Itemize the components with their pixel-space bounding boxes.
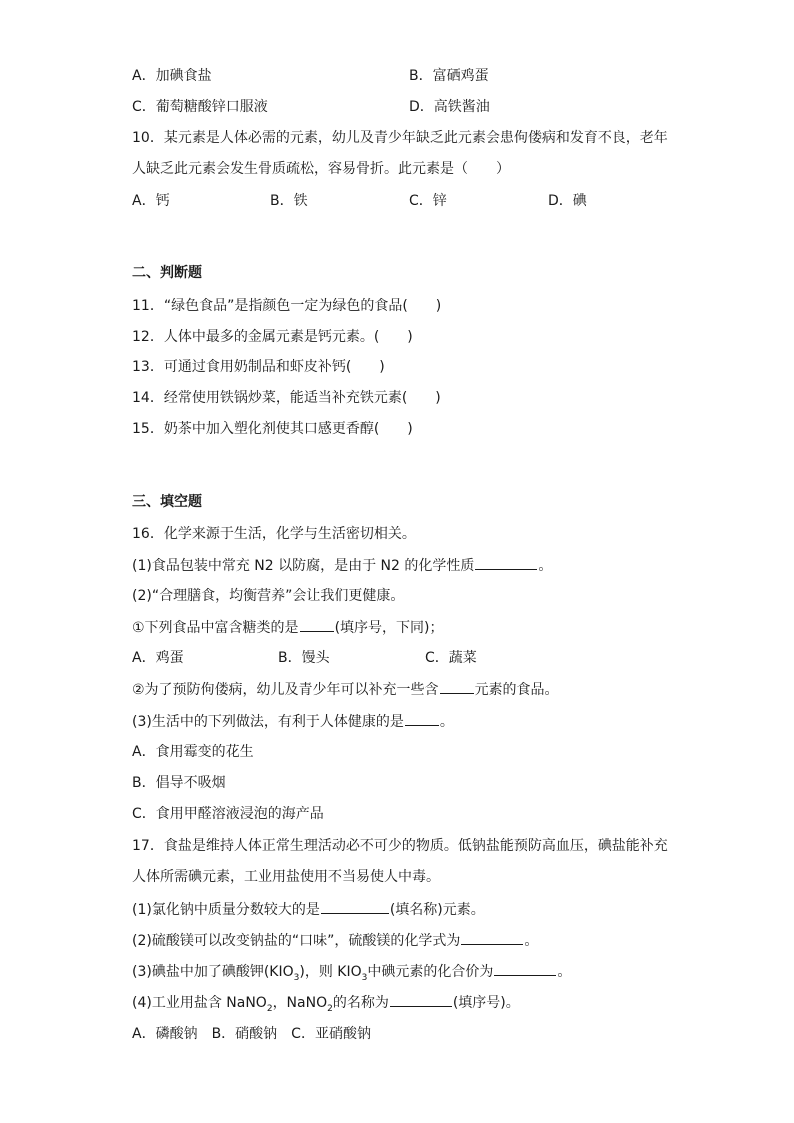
q16-part3-text: (3)生活中的下列做法，有利于人体健康的是 bbox=[132, 714, 404, 730]
q17-part1 bbox=[132, 899, 485, 920]
q16-part2: (2)“合理膳食，均衡营养”会让我们更健康。 bbox=[132, 588, 405, 604]
q17-stem-line1: 17．食盐是维持人体正常生理活动必不可少的物质。低钠盐能预防高血压，碘盐能补充 bbox=[132, 838, 668, 854]
q17-part2-end: 。 bbox=[524, 933, 539, 949]
answer-blank[interactable] bbox=[321, 899, 389, 914]
q17-part4 bbox=[132, 992, 520, 1013]
q10-option-d: D．碘 bbox=[548, 193, 587, 209]
q16-part3-option-a: A．食用霉变的花生 bbox=[132, 744, 254, 760]
answer-blank[interactable] bbox=[405, 711, 439, 726]
q17-part3-end: 。 bbox=[557, 964, 572, 980]
q17-part2 bbox=[132, 930, 538, 951]
q9-option-a: A．加碘食盐 bbox=[132, 68, 212, 84]
q16-sub1-text: ①下列食品中富含糖类的是 bbox=[132, 620, 299, 636]
q16-part3-option-c: C．食用甲醛溶液浸泡的海产品 bbox=[132, 806, 324, 822]
q16-part1-text: (1)食品包装中常充 N2 以防腐，是由于 N2 的化学性质 bbox=[132, 558, 475, 574]
q16-part3-option-b: B．倡导不吸烟 bbox=[132, 775, 226, 791]
judge-item-12: 12．人体中最多的金属元素是钙元素。( ) bbox=[132, 329, 413, 345]
q16-sub2-tail: 元素的食品。 bbox=[474, 682, 559, 698]
q17-part4-tail: (填序号)。 bbox=[452, 995, 520, 1011]
answer-blank[interactable] bbox=[494, 961, 556, 976]
q16-sub2 bbox=[132, 679, 559, 700]
q17-stem-line2: 人体所需碘元素，工业用盐使用不当易使人中毒。 bbox=[132, 869, 440, 885]
judge-item-15: 15．奶茶中加入塑化剂使其口感更香醇( ) bbox=[132, 421, 413, 437]
subscript: 2 bbox=[327, 1003, 333, 1014]
q17-part4-text-b: ，NaNO bbox=[272, 995, 328, 1011]
q9-option-b: B．富硒鸡蛋 bbox=[409, 68, 489, 84]
q17-part4-text-c: 的名称为 bbox=[332, 995, 389, 1011]
judge-item-14: 14．经常使用铁锅炒菜，能适当补充铁元素( ) bbox=[132, 390, 441, 406]
q10-option-b: B．铁 bbox=[270, 193, 308, 209]
subscript: 3 bbox=[293, 972, 300, 983]
q16-sub1-option-b: B．馒头 bbox=[278, 650, 330, 666]
section-title-fill-blank: 三、填空题 bbox=[132, 494, 202, 510]
q17-part1-tail: (填名称)元素。 bbox=[389, 902, 485, 918]
subscript: 3 bbox=[361, 972, 368, 983]
q17-part3-text-a: (3)碘盐中加了碘酸钾(KIO bbox=[132, 964, 294, 980]
q16-sub1-tail: (填序号，下同)； bbox=[334, 620, 444, 636]
q16-part1-end: 。 bbox=[538, 558, 553, 574]
q17-part3-text-c: 中碘元素的化合价为 bbox=[367, 964, 494, 980]
q16-sub1-option-c: C．蔬菜 bbox=[425, 650, 477, 666]
judge-item-11: 11．“绿色食品”是指颜色一定为绿色的食品( ) bbox=[132, 298, 442, 314]
section-title-judgement: 二、判断题 bbox=[132, 265, 202, 281]
answer-blank[interactable] bbox=[300, 617, 334, 632]
answer-blank[interactable] bbox=[475, 555, 537, 570]
q9-option-d: D．高铁酱油 bbox=[409, 99, 490, 115]
q16-part1 bbox=[132, 555, 552, 576]
q16-intro: 16．化学来源于生活，化学与生活密切相关。 bbox=[132, 526, 416, 542]
q16-sub2-text: ②为了预防佝偻病，幼儿及青少年可以补充一些含 bbox=[132, 682, 439, 698]
q16-part3-end: 。 bbox=[439, 714, 454, 730]
q17-part4-text-a: (4)工业用盐含 NaNO bbox=[132, 995, 267, 1011]
answer-blank[interactable] bbox=[390, 992, 452, 1007]
q9-option-c: C．葡萄糖酸锌口服液 bbox=[132, 99, 268, 115]
q10-option-c: C．锌 bbox=[409, 193, 447, 209]
subscript: 2 bbox=[266, 1003, 273, 1014]
answer-blank[interactable] bbox=[461, 930, 523, 945]
q10-option-a: A．钙 bbox=[132, 193, 170, 209]
q16-part3 bbox=[132, 711, 454, 732]
q17-part3 bbox=[132, 961, 571, 982]
q17-part2-text: (2)硫酸镁可以改变钠盐的“口味”，硫酸镁的化学式为 bbox=[132, 933, 461, 949]
q10-stem-line1: 10．某元素是人体必需的元素，幼儿及青少年缺乏此元素会患佝偻病和发育不良，老年 bbox=[132, 130, 668, 146]
q17-part3-text-b: )，则 KIO bbox=[299, 964, 362, 980]
q10-stem-line2: 人缺乏此元素会发生骨质疏松，容易骨折。此元素是（ ） bbox=[132, 161, 510, 177]
q17-part4-options: A．磷酸钠 B．硝酸钠 C．亚硝酸钠 bbox=[132, 1026, 371, 1042]
answer-blank[interactable] bbox=[440, 679, 474, 694]
q17-part1-text: (1)氯化钠中质量分数较大的是 bbox=[132, 902, 320, 918]
judge-item-13: 13．可通过食用奶制品和虾皮补钙( ) bbox=[132, 359, 385, 375]
q16-sub1-option-a: A．鸡蛋 bbox=[132, 650, 184, 666]
q16-sub1 bbox=[132, 617, 444, 638]
